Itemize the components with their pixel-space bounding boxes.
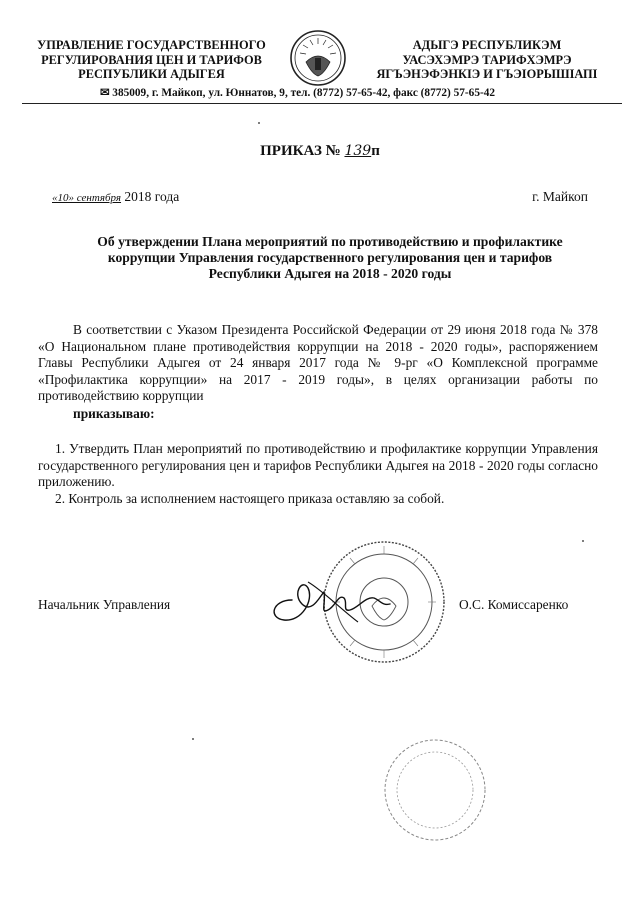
printed-year: 2018 года xyxy=(121,189,180,204)
speck xyxy=(192,738,194,740)
order-prefix: ПРИКАЗ № xyxy=(260,143,341,159)
agency-name-adyghe xyxy=(352,38,622,82)
signer-name: О.С. Комиссаренко xyxy=(459,597,569,612)
agency-name-russian xyxy=(24,38,279,82)
order-number: 139 xyxy=(344,143,372,159)
order-item-1: 1. Утвердить План мероприятий по противодействию и профилактике коррупции Управления государственного регулирования цен и тарифов Республики Адыгея на 2018 - 2020 годы согласно приложению. xyxy=(38,441,598,489)
title-line: Об утверждении Плана мероприятий по противодействию и профилактике xyxy=(97,234,563,249)
order-word: приказываю: xyxy=(73,406,155,421)
agency-name-line: РЕГУЛИРОВАНИЯ ЦЕН И ТАРИФОВ xyxy=(41,52,262,67)
faint-seal-icon xyxy=(380,735,490,845)
address-text: 385009, г. Майкоп, ул. Юннатов, 9, тел. (8772) 57-65-42, факс (8772) 57-65-42 xyxy=(112,87,496,99)
order-date xyxy=(52,189,179,205)
speck xyxy=(258,122,260,124)
signer-position: Начальник Управления xyxy=(38,597,171,612)
envelope-icon: ✉ xyxy=(100,87,110,99)
order-item-2: 2. Контроль за исполнением настоящего приказа оставляю за собой. xyxy=(55,491,445,506)
agency-name-line: АДЫГЭ РЕСПУБЛИКЭМ xyxy=(412,38,562,52)
header-divider xyxy=(22,103,622,104)
handwritten-signature xyxy=(262,570,392,630)
handwritten-date: «10» сентября xyxy=(52,192,122,204)
agency-name-line: УАСЭХЭМРЭ ТАРИФХЭМРЭ xyxy=(402,52,572,67)
city: г. Майкоп xyxy=(532,189,588,204)
preamble-paragraph: В соответствии с Указом Президента Российской Федерации от 29 июня 2018 года № 378 «О Национальном плане противодействия коррупции на 2018 - 2020 годы», распоряжением Главы Республики Адыгея от 24 января 2017 года № 9-рг «О Комплексной программе «Профилактика коррупции» на 2017 - 2019 годы», в целях организации работы по противодействию коррупции xyxy=(38,322,598,403)
speck xyxy=(582,540,584,542)
title-line: Республики Адыгея на 2018 - 2020 годы xyxy=(208,266,452,281)
agency-name-line: УПРАВЛЕНИЕ ГОСУДАРСТВЕННОГО xyxy=(37,38,266,52)
agency-name-line: ЯГЪЭНЭФЭНКIЭ И ГЪЭIОРЫШIАПI xyxy=(376,67,598,81)
document-title xyxy=(60,234,600,282)
address-line xyxy=(100,86,620,99)
order-heading xyxy=(0,143,640,160)
title-line: коррупции Управления государственного регулирования цен и тарифов xyxy=(107,250,553,265)
order-suffix: п xyxy=(371,143,380,159)
coat-of-arms-icon xyxy=(288,28,348,88)
agency-name-line: РЕСПУБЛИКИ АДЫГЕЯ xyxy=(78,67,225,81)
